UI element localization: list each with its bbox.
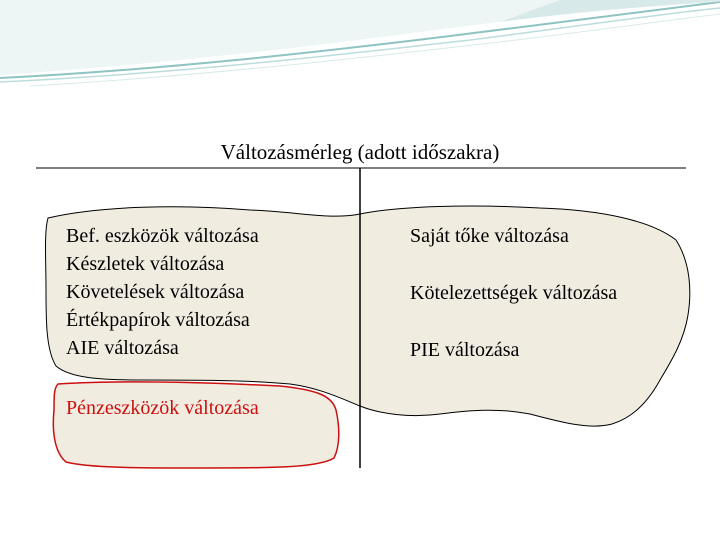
cash-item-label: Pénzeszközök változása — [66, 397, 259, 419]
right-item-equity: Saját tőke változása — [410, 225, 569, 247]
right-item-liabilities: Kötelezettségek változása — [410, 282, 618, 304]
left-item-receivables: Követelések változása — [66, 281, 245, 303]
left-item-securities: Értékpapírok változása — [66, 309, 250, 331]
left-item-fixed-assets: Bef. eszközök változása — [66, 225, 259, 247]
left-item-inventory: Készletek változása — [66, 253, 225, 275]
right-item-pie: PIE változása — [410, 339, 520, 361]
left-item-aie: AIE változása — [66, 337, 179, 359]
diagram-title: Változásmérleg (adott időszakra) — [220, 140, 500, 164]
